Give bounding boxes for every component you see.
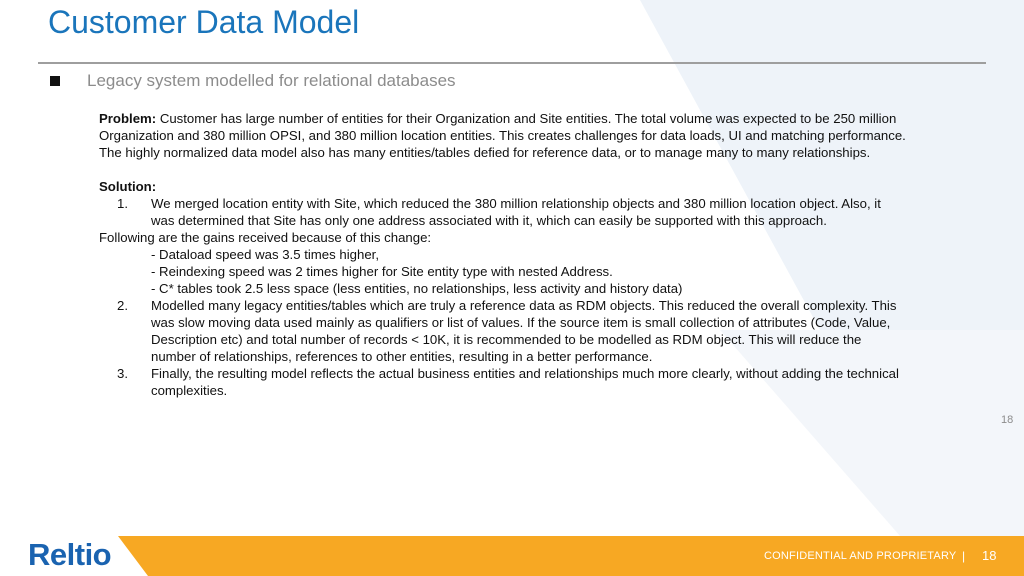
gain-item: - Dataload speed was 3.5 times higher, <box>151 247 379 262</box>
problem-text-1: Customer has large number of entities for their Organization and Site entities. The total volume was expected to be 250 million <box>156 111 897 126</box>
gain-item: - C* tables took 2.5 less space (less entities, no relationships, less activity and history data) <box>151 281 683 296</box>
footer-page-number: 18 <box>982 548 997 563</box>
problem-line-1 <box>99 110 979 127</box>
reltio-logo: Reltio <box>28 537 112 572</box>
item-1-line-2: was determined that Site has only one address associated with it, which can easily be supported with this approach. <box>151 213 827 228</box>
item-number: 3. <box>117 366 128 381</box>
gains-intro: Following are the gains received because of this change: <box>99 230 432 245</box>
slide-page-number: 18 <box>1001 414 1014 426</box>
spacer <box>99 161 979 178</box>
confidential-label: CONFIDENTIAL AND PROPRIETARY <box>764 550 957 562</box>
problem-label: Problem: <box>99 111 157 126</box>
problem-line-2: Organization and 380 million OPSI, and 380 million location entities. This creates challenges for data loads, UI and matching performance. <box>99 128 906 143</box>
item-2-line-4: number of relationships, references to other entities, resulting in a better performance. <box>151 349 653 364</box>
solution-item-2 <box>99 297 979 365</box>
title-divider <box>38 62 986 64</box>
solution-label: Solution: <box>99 179 157 194</box>
problem-line-3: The highly normalized data model also has many entities/tables defied for reference data, or to manage many to many relationships. <box>99 145 871 160</box>
item-2-line-3: Description etc) and total number of records < 10K, it is recommended to be modelled as RDM object. This will reduce the <box>151 332 862 347</box>
item-3-line-1: Finally, the resulting model reflects the actual business entities and relationships much more clearly, without adding the technical <box>151 366 899 381</box>
item-2-line-1: Modelled many legacy entities/tables which are truly a reference data as RDM objects. This reduced the overall complexity. This <box>151 298 897 313</box>
item-number: 1. <box>117 196 128 211</box>
bullet-square-icon <box>50 76 60 86</box>
item-1-line-1: We merged location entity with Site, which reduced the 380 million relationship objects and 380 million location object. Also, it <box>151 196 881 211</box>
bullet-text: Legacy system modelled for relational databases <box>87 71 456 90</box>
solution-heading <box>99 178 979 195</box>
item-2-line-2: was slow moving data used mainly as qualifiers or list of values. If the source item is small collection of attributes (Code, Value, <box>151 315 891 330</box>
footer-separator: | <box>962 549 966 563</box>
solution-item-1 <box>99 195 979 229</box>
item-number: 2. <box>117 298 128 313</box>
gain-item: - Reindexing speed was 2 times higher for Site entity type with nested Address. <box>151 264 613 279</box>
slide-body <box>99 110 979 399</box>
slide-title: Customer Data Model <box>48 4 360 40</box>
item-3-line-2: complexities. <box>151 383 228 398</box>
solution-item-3 <box>99 365 979 399</box>
